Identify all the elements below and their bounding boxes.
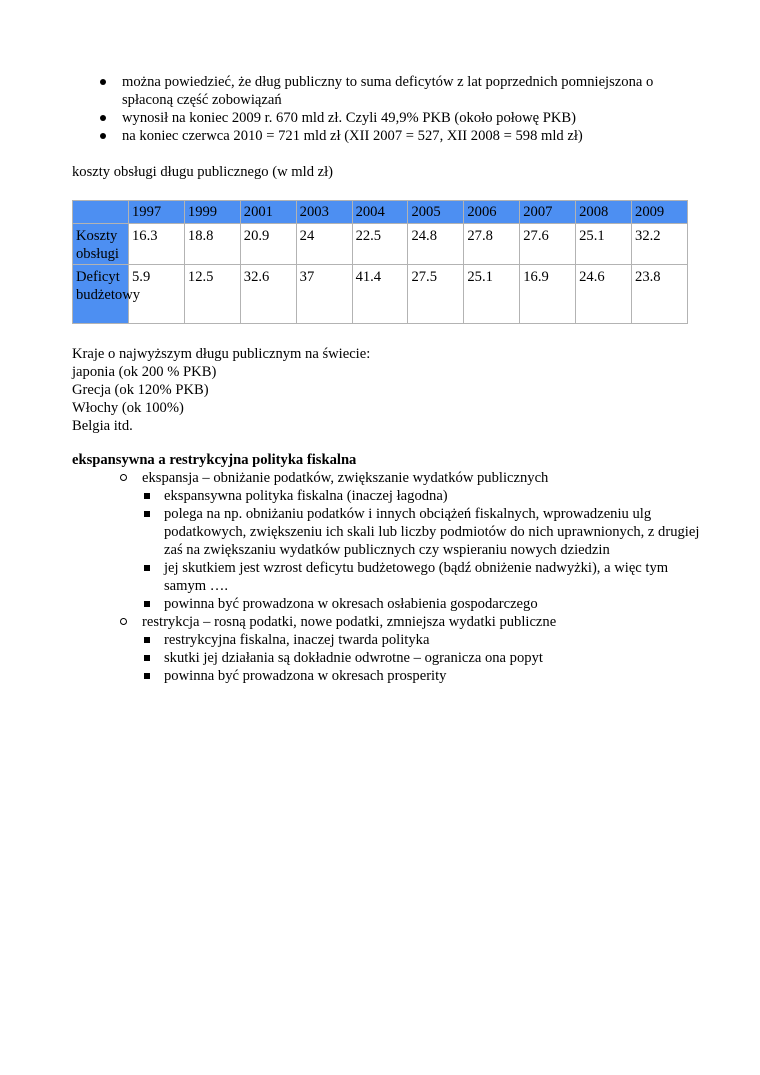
- table-header-row: [73, 201, 688, 224]
- table-cell: 22.5: [352, 224, 408, 265]
- row-label: Deficyt budżetowy: [73, 265, 129, 324]
- countries-block: [72, 345, 370, 435]
- year-header: 2008: [576, 201, 632, 224]
- country-item: Grecja (ok 120% PKB): [72, 382, 209, 398]
- square-bullet-icon: [144, 673, 150, 679]
- list-item: [142, 505, 712, 559]
- list-item: [72, 109, 692, 127]
- list-item-expansion: [72, 469, 712, 613]
- bullet-icon: [100, 115, 106, 121]
- country-item: Belgia itd.: [72, 418, 133, 434]
- bullet-icon: [100, 133, 106, 139]
- table-cell: 32.6: [240, 265, 296, 324]
- section-label: ekspansja – obniżanie podatków, zwiększanie wydatków publicznych: [142, 470, 549, 486]
- bullet-text: na koniec czerwca 2010 = 721 mld zł (XII 2007 = 527, XII 2008 = 598 mld zł): [122, 128, 583, 144]
- square-bullet-icon: [144, 601, 150, 607]
- list-item: [72, 127, 692, 145]
- year-header: 2004: [352, 201, 408, 224]
- list-item: [142, 667, 712, 685]
- table-cell: 24.8: [408, 224, 464, 265]
- country-item: Włochy (ok 100%): [72, 400, 184, 416]
- table-row: [73, 224, 688, 265]
- list-item: [72, 73, 692, 109]
- year-header: 2003: [296, 201, 352, 224]
- table-row: [73, 265, 688, 324]
- table-cell: 24.6: [576, 265, 632, 324]
- table-cell: 23.8: [632, 265, 688, 324]
- sub-list: [142, 631, 712, 685]
- point-text: ekspansywna polityka fiskalna (inaczej łagodna): [164, 488, 448, 504]
- point-text: powinna być prowadzona w okresach prosperity: [164, 668, 447, 684]
- list-item: [142, 649, 712, 667]
- year-header: 1997: [129, 201, 185, 224]
- table-cell: 25.1: [464, 265, 520, 324]
- fiscal-policy-list: [72, 469, 712, 685]
- table-cell: 25.1: [576, 224, 632, 265]
- list-item: [142, 559, 712, 595]
- table-cell: 12.5: [184, 265, 240, 324]
- square-bullet-icon: [144, 655, 150, 661]
- table-cell: 27.8: [464, 224, 520, 265]
- debt-cost-table: [72, 200, 688, 324]
- table-cell: 18.8: [184, 224, 240, 265]
- bullet-text: można powiedzieć, że dług publiczny to suma deficytów z lat poprzednich pomniejszona o spłaconą część zobowiązań: [122, 74, 654, 108]
- square-bullet-icon: [144, 637, 150, 643]
- intro-bullet-list: [72, 73, 692, 145]
- countries-title: Kraje o najwyższym długu publicznym na świecie:: [72, 346, 371, 362]
- country-item: japonia (ok 200 % PKB): [72, 364, 217, 380]
- table-cell: 16.3: [129, 224, 185, 265]
- bullet-icon: [100, 79, 106, 85]
- year-header: 1999: [184, 201, 240, 224]
- section-label: restrykcja – rosną podatki, nowe podatki, zmniejsza wydatki publiczne: [142, 614, 557, 630]
- square-bullet-icon: [144, 511, 150, 517]
- year-header: 2001: [240, 201, 296, 224]
- sub-list: [142, 487, 712, 613]
- point-text: polega na np. obniżaniu podatków i innych obciążeń fiskalnych, wprowadzeniu ulg podatkowych, zwiększeniu ich skali lub liczby podmiotów do nich uprawnionych, z drugiej zaś na zwiększaniu wydatków publicznych czy wspieraniu nowych dziedzin: [164, 506, 700, 558]
- point-text: skutki jej działania są dokładnie odwrotne – ogranicza ona popyt: [164, 650, 543, 666]
- section-heading: ekspansywna a restrykcyjna polityka fiskalna: [72, 452, 357, 468]
- circle-bullet-icon: [120, 474, 127, 481]
- point-text: restrykcyjna fiskalna, inaczej twarda polityka: [164, 632, 430, 648]
- point-text: powinna być prowadzona w okresach osłabienia gospodarczego: [164, 596, 538, 612]
- year-header: 2005: [408, 201, 464, 224]
- square-bullet-icon: [144, 493, 150, 499]
- year-header: 2007: [520, 201, 576, 224]
- circle-bullet-icon: [120, 618, 127, 625]
- table-corner-cell: [73, 201, 129, 224]
- table-caption: koszty obsługi długu publicznego (w mld zł): [72, 164, 334, 180]
- table-cell: 27.6: [520, 224, 576, 265]
- list-item: [142, 595, 712, 613]
- table-cell: 32.2: [632, 224, 688, 265]
- table-cell: 5.9: [129, 265, 185, 324]
- year-header: 2006: [464, 201, 520, 224]
- table-cell: 27.5: [408, 265, 464, 324]
- table-cell: 16.9: [520, 265, 576, 324]
- list-item-restriction: [72, 613, 712, 685]
- row-label: Koszty obsługi: [73, 224, 129, 265]
- table-cell: 20.9: [240, 224, 296, 265]
- table-cell: 37: [296, 265, 352, 324]
- table-cell: 41.4: [352, 265, 408, 324]
- list-item: [142, 487, 712, 505]
- point-text: jej skutkiem jest wzrost deficytu budżetowego (bądź obniżenie nadwyżki), a więc tym samym ….: [164, 560, 669, 594]
- list-item: [142, 631, 712, 649]
- square-bullet-icon: [144, 565, 150, 571]
- table-cell: 24: [296, 224, 352, 265]
- year-header: 2009: [632, 201, 688, 224]
- bullet-text: wynosił na koniec 2009 r. 670 mld zł. Czyli 49,9% PKB (około połowę PKB): [122, 110, 577, 126]
